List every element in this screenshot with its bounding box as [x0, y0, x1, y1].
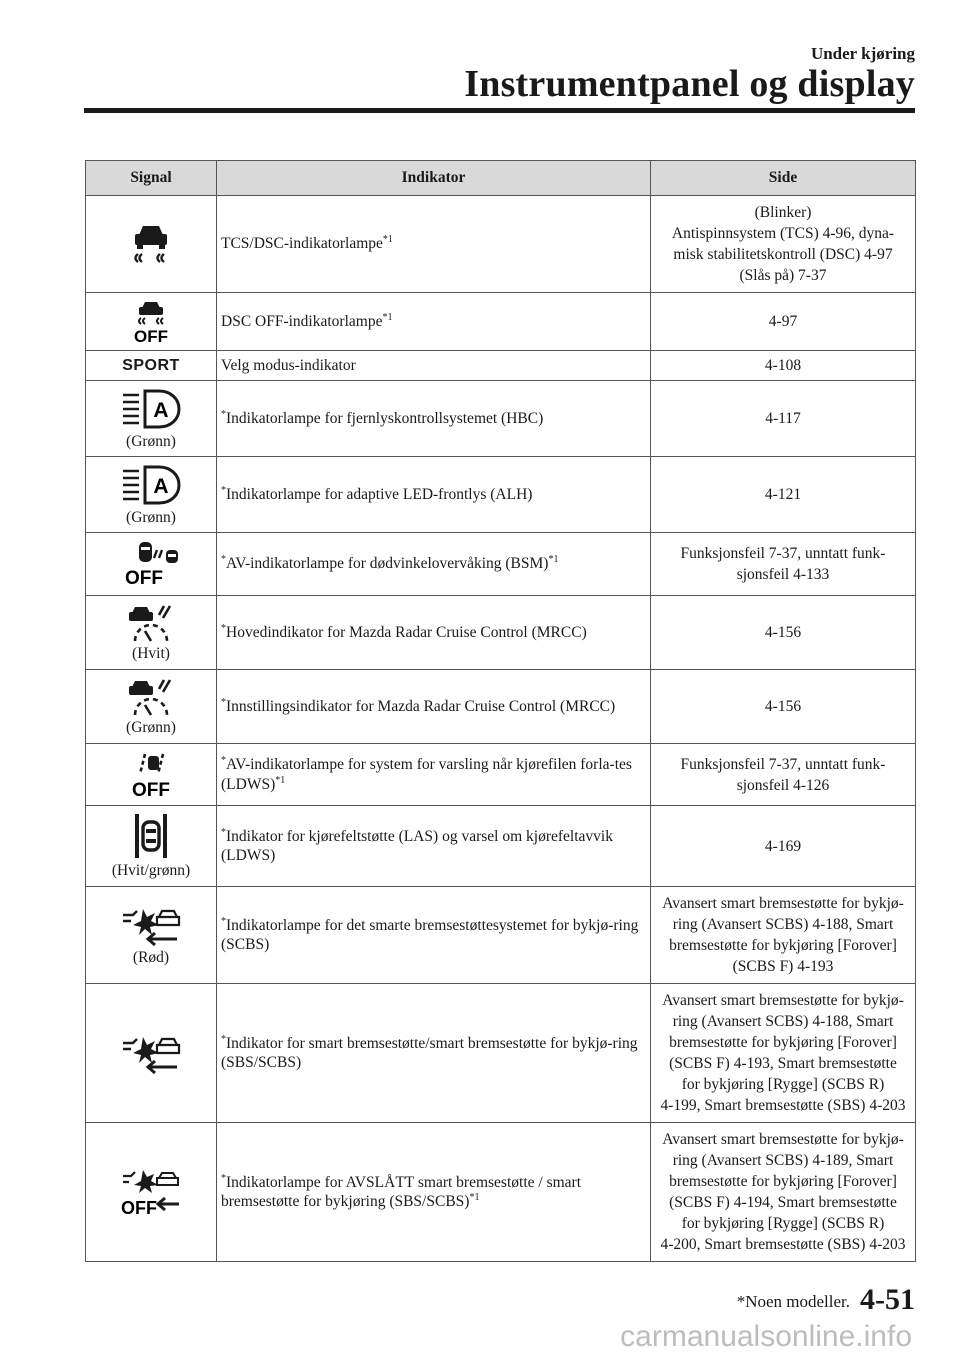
indicator-cell — [217, 596, 651, 670]
hbc-auto-icon — [90, 387, 212, 431]
page-cell — [651, 1123, 916, 1262]
ldws-off-icon — [90, 750, 212, 800]
page-cell — [651, 533, 916, 596]
footnote-ref: *1 — [469, 1192, 480, 1203]
col-header-signal: Signal — [86, 161, 217, 196]
table-row — [86, 744, 916, 806]
page-line: ring (Avansert SCBS) 4-188, Smart — [672, 1013, 894, 1030]
signal-cell — [86, 744, 217, 806]
footnote-ref: *1 — [275, 774, 286, 786]
indicator-cell — [217, 806, 651, 887]
optional-marker: * — [221, 827, 226, 839]
indicator-text: Indikatorlampe for fjernlyskontrollsystemet (HBC) — [226, 410, 544, 428]
table-row — [86, 293, 916, 351]
page-title: Instrumentpanel og display — [464, 63, 915, 105]
page-cell — [651, 457, 916, 533]
signal-cell — [86, 457, 217, 533]
indicator-text: Indikator for kjørefeltstøtte (LAS) og varsel om kjørefeltavvik (LDWS) — [221, 828, 613, 864]
mrcc-main-icon — [90, 603, 212, 643]
signal-cell — [86, 196, 217, 293]
optional-marker: * — [221, 408, 226, 420]
col-header-indicator: Indikator — [217, 161, 651, 196]
signal-cell — [86, 293, 217, 351]
color-note: (Rød) — [132, 949, 170, 966]
indicator-cell — [217, 744, 651, 806]
page-line: (Blinker) — [754, 204, 812, 221]
col-header-page: Side — [651, 161, 916, 196]
table-row — [86, 196, 916, 293]
indicator-cell — [217, 351, 651, 381]
optional-marker: * — [221, 622, 226, 634]
table-row — [86, 670, 916, 744]
page-cell — [651, 293, 916, 351]
signal-cell — [86, 1123, 217, 1262]
page-cell — [651, 670, 916, 744]
page-number: 4-51 — [860, 1283, 915, 1316]
indicator-text: Indikator for smart bremsestøtte/smart bremsestøtte for bykjø-ring (SBS/SCBS) — [221, 1035, 638, 1071]
page-line: 4-121 — [764, 486, 802, 503]
svg-text:A: A — [153, 474, 169, 498]
page-line: sjonsfeil 4-133 — [736, 566, 830, 583]
indicator-text: Innstillingsindikator for Mazda Radar Cruise Control (MRCC) — [226, 698, 616, 716]
page-line: (SCBS F) 4-194, Smart bremsestøtte — [669, 1194, 897, 1211]
optional-marker: * — [221, 1034, 226, 1046]
indicator-text: TCS/DSC-indikatorlampe — [221, 235, 383, 253]
page-line: ring (Avansert SCBS) 4-189, Smart — [672, 1152, 894, 1169]
signal-cell — [86, 806, 217, 887]
optional-marker: * — [221, 1172, 226, 1184]
signal-cell — [86, 984, 217, 1123]
mrcc-set-icon — [90, 677, 212, 717]
optional-marker: * — [221, 696, 226, 708]
table-row — [86, 1123, 916, 1262]
sbs-scbs-off-icon — [90, 1166, 212, 1218]
indicator-text: Hovedindikator for Mazda Radar Cruise Control (MRCC) — [226, 624, 587, 642]
table-row — [86, 533, 916, 596]
indicator-text: Indikatorlampe for det smarte bremsestøttesystemet for bykjø-ring (SCBS) — [221, 917, 639, 953]
watermark: carmanualsonline.info — [620, 1320, 912, 1353]
color-note: (Grønn) — [126, 508, 176, 526]
indicator-cell — [217, 533, 651, 596]
svg-text:A: A — [153, 398, 169, 422]
optional-marker: * — [221, 755, 226, 767]
table-header-row — [86, 161, 916, 196]
indicator-text: AV-indikatorlampe for dødvinkelovervåking (BSM) — [226, 555, 549, 573]
page-cell — [651, 351, 916, 381]
dsc-off-icon — [90, 299, 212, 345]
footnote: *Noen modeller. — [736, 1292, 850, 1311]
page-line: bremsestøtte for bykjøring [Forover] — [669, 937, 897, 954]
page-line: bremsestøtte for bykjøring [Forover] — [669, 1173, 897, 1190]
scbs-warning-icon — [90, 903, 212, 947]
page-cell — [651, 806, 916, 887]
table-row — [86, 596, 916, 670]
table-row — [86, 984, 916, 1123]
bsm-off-icon — [90, 540, 212, 588]
page-line: Antispinnsystem (TCS) 4-96, dyna- — [671, 225, 895, 242]
page-line: 4-97 — [768, 313, 798, 330]
page-line: Avansert smart bremsestøtte for bykjø- — [662, 895, 904, 912]
table-row — [86, 806, 916, 887]
signal-cell — [86, 533, 217, 596]
svg-text:OFF: OFF — [134, 326, 168, 345]
page-line: 4-156 — [764, 698, 802, 715]
table-row — [86, 381, 916, 457]
section-heading: Under kjøring — [810, 44, 915, 63]
indicator-table — [85, 160, 916, 1262]
page-line: Funksjonsfeil 7-37, unntatt funk- — [680, 545, 886, 562]
sbs-scbs-icon — [90, 1031, 212, 1075]
page-line: (Slås på) 7-37 — [739, 267, 827, 284]
alh-auto-icon — [90, 463, 212, 507]
las-ldws-icon — [90, 812, 212, 860]
indicator-cell — [217, 887, 651, 984]
color-note: (Hvit/grønn) — [111, 862, 191, 879]
indicator-cell — [217, 670, 651, 744]
optional-marker: * — [221, 916, 226, 928]
page-line: Funksjonsfeil 7-37, unntatt funk- — [680, 755, 886, 773]
svg-text:OFF: OFF — [121, 1198, 157, 1218]
indicator-cell — [217, 381, 651, 457]
page-line: 4-199, Smart bremsestøtte (SBS) 4-203 — [660, 1097, 906, 1114]
page-cell — [651, 744, 916, 806]
color-note: (Grønn) — [126, 432, 176, 450]
indicator-text: Indikatorlampe for adaptive LED-frontlys (ALH) — [226, 486, 533, 504]
indicator-cell — [217, 1123, 651, 1262]
optional-marker: * — [221, 484, 226, 496]
page-line: sjonsfeil 4-126 — [736, 776, 830, 794]
table-row — [86, 887, 916, 984]
indicator-cell — [217, 196, 651, 293]
page-line: 4-108 — [764, 357, 802, 374]
signal-cell — [86, 351, 217, 381]
indicator-cell — [217, 984, 651, 1123]
svg-text:OFF: OFF — [132, 779, 170, 800]
page-line: 4-169 — [764, 837, 802, 855]
page-line: for bykjøring [Rygge] (SCBS R) — [681, 1215, 885, 1232]
indicator-text: DSC OFF-indikatorlampe — [221, 313, 383, 331]
page-cell — [651, 596, 916, 670]
page-line: bremsestøtte for bykjøring [Forover] — [669, 1034, 897, 1051]
page-line: 4-117 — [765, 410, 801, 427]
page-cell — [651, 381, 916, 457]
sport-icon: SPORT — [122, 356, 180, 374]
table-row — [86, 457, 916, 533]
tcs-dsc-skid-icon — [90, 221, 212, 267]
signal-cell — [86, 670, 217, 744]
page-cell — [651, 887, 916, 984]
table-row — [86, 351, 916, 381]
indicator-cell — [217, 293, 651, 351]
signal-cell — [86, 381, 217, 457]
page-line: 4-156 — [764, 624, 802, 641]
page-cell — [651, 196, 916, 293]
indicator-text: Indikatorlampe for AVSLÅTT smart bremsestøtte / smart bremsestøtte for bykjøring (SBS/SCBS) — [221, 1174, 582, 1211]
page-cell — [651, 984, 916, 1123]
page-line: misk stabilitetskontroll (DSC) 4-97 — [673, 246, 893, 263]
footnote-ref: *1 — [382, 311, 393, 323]
page-line: Avansert smart bremsestøtte for bykjø- — [662, 1131, 904, 1148]
page-line: 4-200, Smart bremsestøtte (SBS) 4-203 — [660, 1236, 906, 1253]
signal-cell — [86, 596, 217, 670]
optional-marker: * — [221, 554, 226, 566]
footnote-ref: *1 — [548, 554, 559, 566]
page-line: for bykjøring [Rygge] (SCBS R) — [681, 1076, 885, 1093]
color-note: (Grønn) — [126, 718, 176, 736]
signal-cell — [86, 887, 217, 984]
indicator-text: AV-indikatorlampe for system for varsling når kjørefilen forla-tes (LDWS) — [221, 756, 632, 793]
svg-text:OFF: OFF — [125, 568, 163, 588]
page-line: Avansert smart bremsestøtte for bykjø- — [662, 992, 904, 1009]
header-rule — [84, 108, 915, 113]
color-note: (Hvit) — [132, 644, 170, 662]
indicator-text: Velg modus-indikator — [221, 356, 356, 374]
page-line: (SCBS F) 4-193 — [732, 958, 834, 975]
indicator-cell — [217, 457, 651, 533]
page-line: ring (Avansert SCBS) 4-188, Smart — [672, 916, 894, 933]
footnote-ref: *1 — [382, 234, 393, 246]
page-line: (SCBS F) 4-193, Smart bremsestøtte — [669, 1055, 897, 1072]
